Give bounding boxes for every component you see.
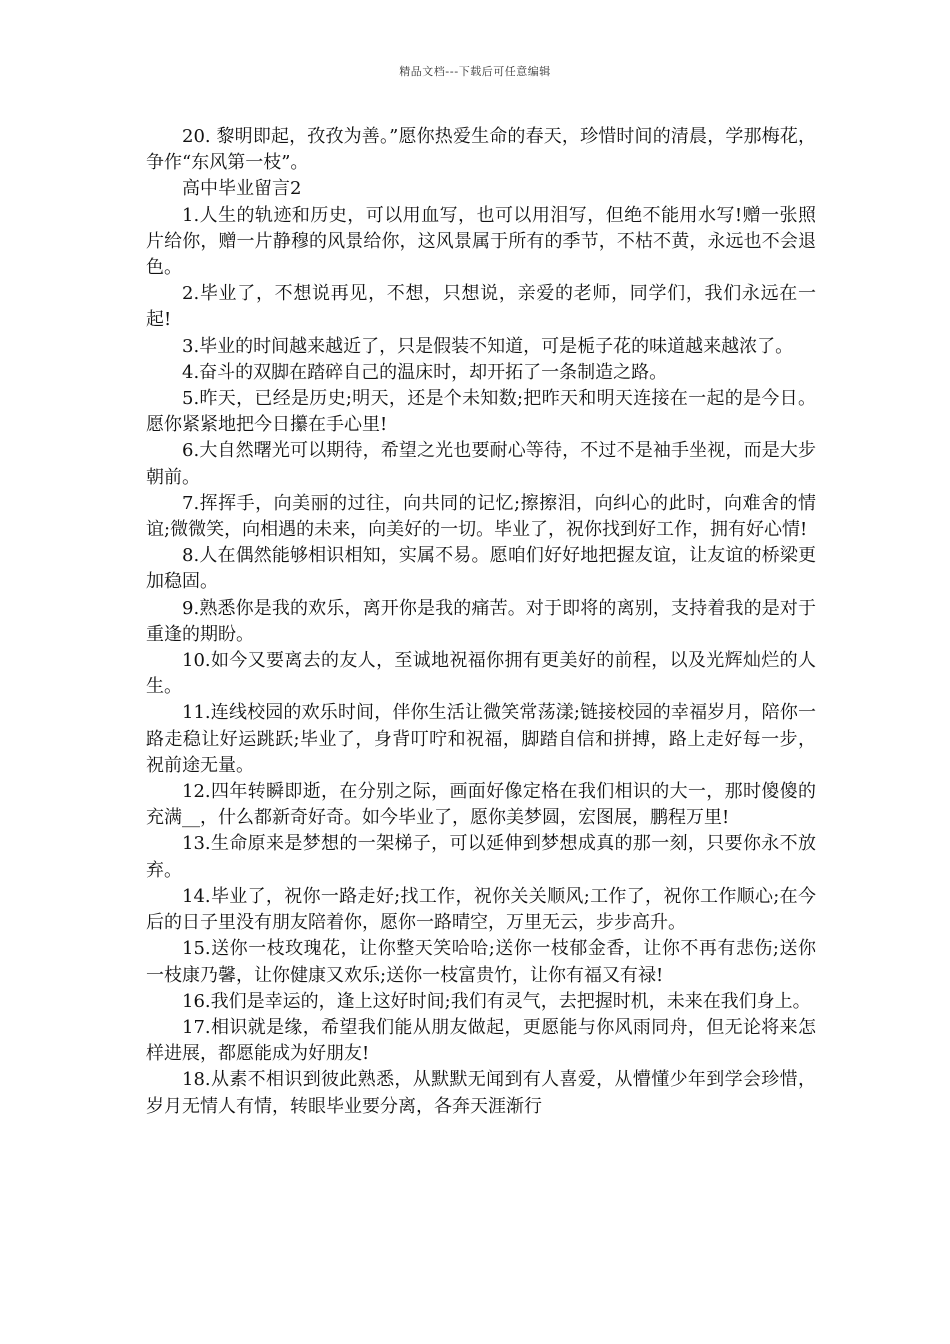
page-header: 精品文档---下载后可任意编辑 xyxy=(399,65,551,78)
paragraph: 4.奋斗的双脚在踏碎自己的温床时，却开拓了一条制造之路。 xyxy=(182,361,668,383)
paragraph: 13.生命原来是梦想的一架梯子，可以延伸到梦想成真的那一刻，只要你永不放弃。 xyxy=(146,833,816,881)
paragraph: 9.熟悉你是我的欢乐，离开你是我的痛苦。对于即将的离别，支持着我的是对于重逢的期盼。 xyxy=(146,597,816,645)
document-body xyxy=(146,124,816,1120)
paragraph: 16.我们是幸运的，逢上这好时间;我们有灵气，去把握时机，未来在我们身上。 xyxy=(182,990,811,1012)
paragraph: 10.如今又要离去的友人，至诚地祝福你拥有更美好的前程，以及光辉灿烂的人生。 xyxy=(146,650,816,698)
paragraph: 6.大自然曙光可以期待，希望之光也要耐心等待，不过不是袖手坐视，而是大步朝前。 xyxy=(146,440,816,488)
paragraph: 7.挥挥手，向美丽的过往，向共同的记忆;擦擦泪，向纠心的此时，向难舍的情谊;微微笑，向相遇的未来，向美好的一切。毕业了，祝你找到好工作，拥有好心情! xyxy=(146,492,816,541)
paragraph: 18.从素不相识到彼此熟悉，从默默无闻到有人喜爱，从懵懂少年到学会珍惜，岁月无情人有情，转眼毕业要分离，各奔天涯渐行 xyxy=(146,1069,816,1117)
paragraph: 20. 黎明即起，孜孜为善。”愿你热爱生命的春天，珍惜时间的清晨，学那梅花，争作“东风第一枝”。 xyxy=(146,126,816,174)
paragraph: 2.毕业了，不想说再见，不想，只想说，亲爱的老师，同学们，我们永远在一起! xyxy=(146,283,816,331)
paragraph: 3.毕业的时间越来越近了，只是假装不知道，可是栀子花的味道越来越浓了。 xyxy=(182,335,794,357)
paragraph: 11.连线校园的欢乐时间，伴你生活让微笑常荡漾;链接校园的幸福岁月，陪你一路走稳让好运跳跃;毕业了，身背叮咛和祝福，脚踏自信和拼搏，路上走好每一步，祝前途无量。 xyxy=(146,702,816,776)
paragraph: 1.人生的轨迹和历史，可以用血写，也可以用泪写，但绝不能用水写!赠一张照片给你，赠一片静穆的风景给你，这风景属于所有的季节，不枯不黄，永远也不会退色。 xyxy=(146,204,816,279)
section-heading: 高中毕业留言2 xyxy=(182,178,302,200)
paragraph: 8.人在偶然能够相识相知，实属不易。愿咱们好好地把握友谊，让友谊的桥梁更加稳固。 xyxy=(146,545,816,593)
paragraph: 17.相识就是缘，希望我们能从朋友做起，更愿能与你风雨同舟，但无论将来怎样进展，都愿能成为好朋友! xyxy=(146,1016,816,1065)
paragraph: 15.送你一枝玫瑰花，让你整天笑哈哈;送你一枝郁金香，让你不再有悲伤;送你一枝康乃馨，让你健康又欢乐;送你一枝富贵竹，让你有福又有禄! xyxy=(146,938,816,986)
paragraph: 5.昨天，已经是历史;明天，还是个未知数;把昨天和明天连接在一起的是今日。愿你紧紧地把今日攥在手心里! xyxy=(146,388,816,436)
paragraph: 12.四年转瞬即逝，在分别之际，画面好像定格在我们相识的大一，那时傻傻的充满__，什么都新奇好奇。如今毕业了，愿你美梦圆，宏图展，鹏程万里! xyxy=(146,781,816,829)
paragraph: 14.毕业了，祝你一路走好;找工作，祝你关关顺风;工作了，祝你工作顺心;在今后的日子里没有朋友陪着你，愿你一路晴空，万里无云，步步高升。 xyxy=(146,885,816,934)
